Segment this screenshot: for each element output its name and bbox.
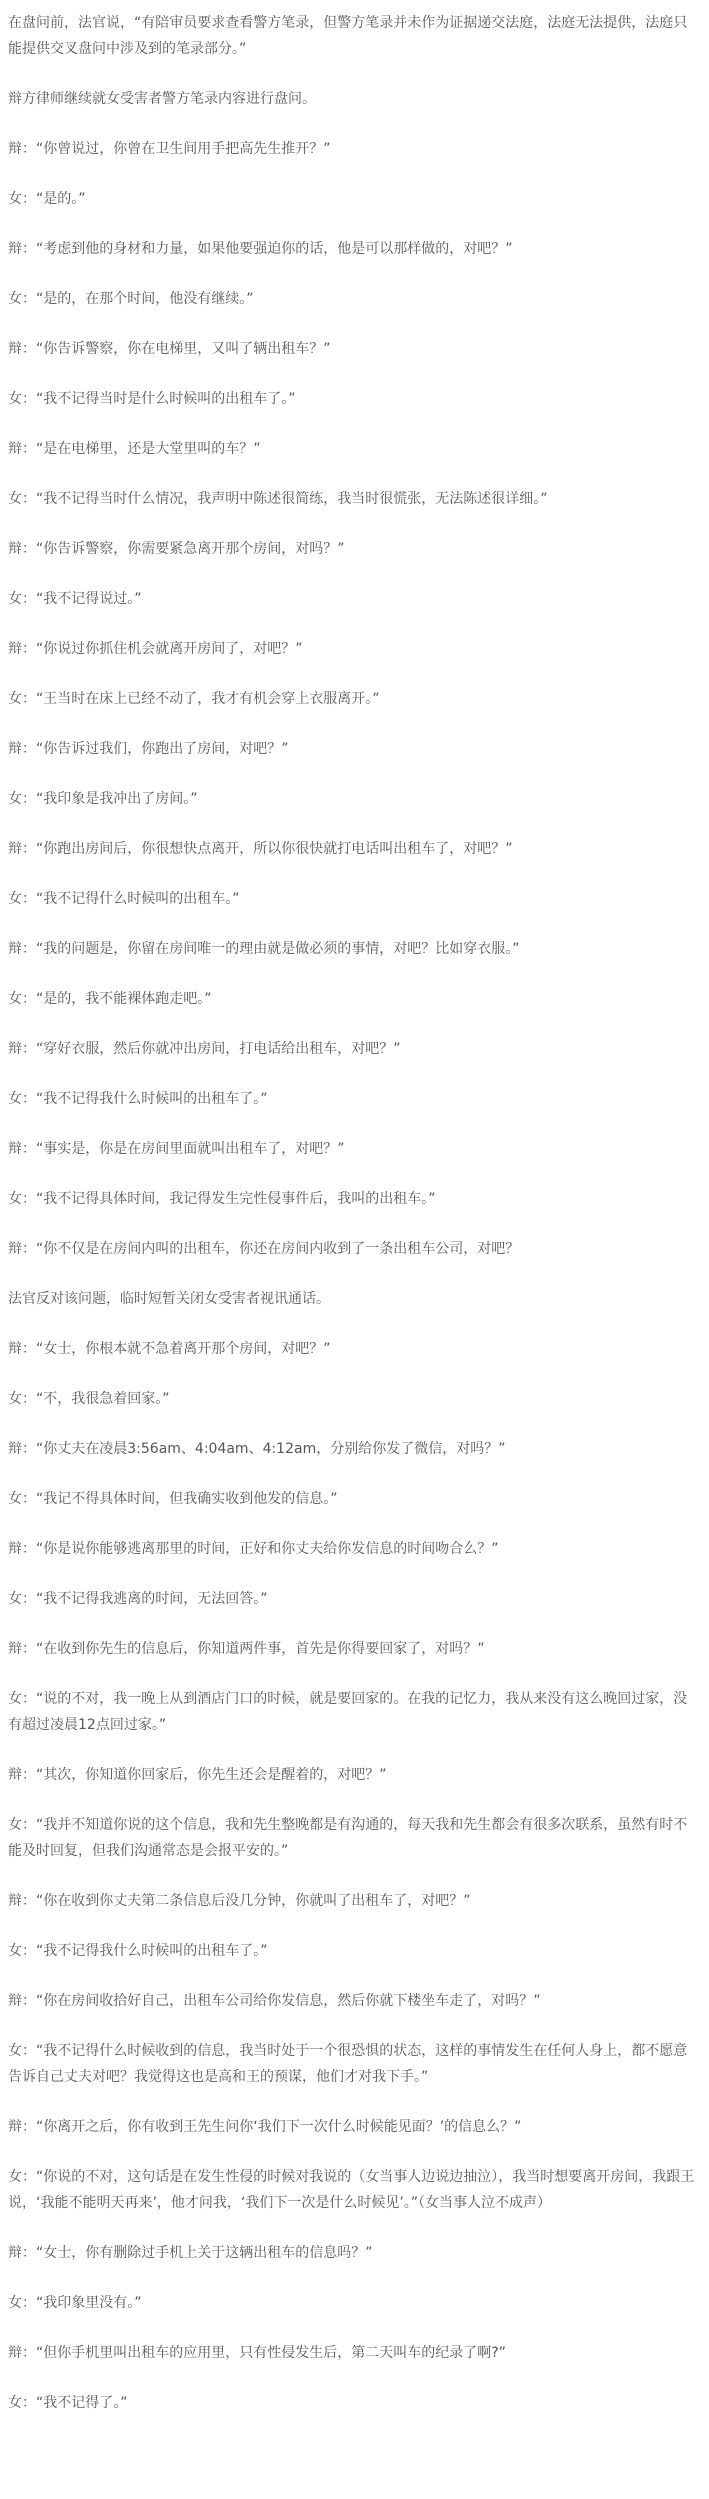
paragraph-witness: 女：“我不记得什么时候叫的出租车。” — [8, 891, 240, 907]
paragraph-defense: 辩：“你离开之后，你有收到王先生问你‘我们下一次什么时候能见面？’的信息么？” — [8, 2119, 522, 2135]
paragraph-witness: 女：“我并不知道你说的这个信息，我和先生整晚都是有沟通的，每天我和先生都会有很多次联系，虽然有时不能及时回复，但我们沟通常态是会报平安的。” — [8, 1817, 688, 1859]
paragraph-defense: 辩：“你告诉警察，你在电梯里，又叫了辆出租车？” — [8, 341, 331, 357]
paragraph-witness: 女：“不，我很急着回家。” — [8, 1391, 170, 1407]
paragraph-defense: 辩：“穿好衣服，然后你就冲出房间，打电话给出租车，对吧？” — [8, 1041, 401, 1057]
paragraph-narration: 辩方律师继续就女受害者警方笔录内容进行盘问。 — [8, 91, 316, 107]
paragraph-defense: 辩：“你跑出房间后，你很想快点离开，所以你很快就打电话叫出租车了，对吧？” — [8, 841, 513, 857]
paragraph-witness: 女：“是的，我不能裸体跑走吧。” — [8, 991, 212, 1007]
paragraph-defense: 辩：“其次，你知道你回家后，你先生还会是醒着的，对吧？” — [8, 1767, 387, 1783]
paragraph-narration: 法官反对该问题，临时短暂关闭女受害者视讯通话。 — [8, 1291, 330, 1307]
paragraph-defense: 辩：“考虑到他的身材和力量，如果他要强迫你的话，他是可以那样做的，对吧？” — [8, 241, 513, 257]
paragraph-defense: 辩：“你告诉警察，你需要紧急离开那个房间，对吗？” — [8, 541, 345, 557]
paragraph-defense: 辩：“事实是，你是在房间里面就叫出租车了，对吧？” — [8, 1141, 345, 1157]
paragraph-witness: 女：“我不记得当时是什么时候叫的出租车了。” — [8, 391, 296, 407]
paragraph-witness: 女：“我不记得我逃离的时间，无法回答。” — [8, 1591, 268, 1607]
paragraph-witness: 女：“我不记得我什么时候叫的出租车了。” — [8, 1943, 268, 1959]
paragraph-defense: 辩：“但你手机里叫出租车的应用里，只有性侵发生后，第二天叫车的纪录了啊?” — [8, 2345, 506, 2361]
paragraph-witness: 女：“是的，在那个时间，他没有继续。” — [8, 291, 254, 307]
paragraph-defense: 辩：“女士，你有删除过手机上关于这辆出租车的信息吗？” — [8, 2245, 373, 2261]
paragraph-witness: 女：“我不记得说过。” — [8, 591, 142, 607]
paragraph-witness: 女：“是的。” — [8, 191, 86, 207]
paragraph-witness: 女：“我不记得什么时候收到的信息，我当时处于一个很恐惧的状态，这样的事情发生在任何人身上，都不愿意告诉自己丈夫对吧？我觉得这也是高和王的预谋，他们才对我下手。” — [8, 2043, 688, 2085]
paragraph-defense: 辩：“你在房间收拾好自己，出租车公司给你发信息，然后你就下楼坐车走了，对吗？” — [8, 1993, 541, 2009]
paragraph-defense: 辩：“你告诉过我们，你跑出了房间，对吧？” — [8, 741, 289, 757]
paragraph-defense: 辩：“你不仅是在房间内叫的出租车，你还在房间内收到了一条出租车公司，对吧？ — [8, 1241, 520, 1257]
paragraph-witness: 女：“我不记得具体时间，我记得发生完性侵事件后，我叫的出租车。” — [8, 1191, 436, 1207]
paragraph-witness: 女：“我印象是我冲出了房间。” — [8, 791, 198, 807]
paragraph-defense: 辩：“你是说你能够逃离那里的时间，正好和你丈夫给你发信息的时间吻合么？” — [8, 1541, 499, 1557]
paragraph-witness: 女：“我不记得当时什么情况，我声明中陈述很简练，我当时很慌张，无法陈述很详细。” — [8, 491, 548, 507]
paragraph-defense: 辩：“你说过你抓住机会就离开房间了，对吧？” — [8, 641, 303, 657]
paragraph-witness: 女：“你说的不对，这句话是在发生性侵的时候对我说的（女当事人边说边抽泣），我当时想要离开房间，我跟王说，‘我能不能明天再来’，他才问我，‘我们下一次是什么时候见’。”（女当事人泣不成声） — [8, 2169, 695, 2211]
paragraph-defense: 辩：“你曾说过，你曾在卫生间用手把高先生推开？” — [8, 141, 331, 157]
paragraph-witness: 女：“王当时在床上已经不动了，我才有机会穿上衣服离开。” — [8, 691, 380, 707]
paragraph-defense: 辩：“你丈夫在凌晨3:56am、4:04am、4:12am，分别给你发了微信，对吗？” — [8, 1441, 506, 1457]
paragraph-defense: 辩：“你在收到你丈夫第二条信息后没几分钟，你就叫了出租车了，对吧？” — [8, 1893, 471, 1909]
paragraph-witness: 女：“我不记得了。” — [8, 2395, 128, 2411]
paragraph-defense: 辩：“是在电梯里，还是大堂里叫的车？” — [8, 441, 261, 457]
paragraph-defense: 辩：“在收到你先生的信息后，你知道两件事，首先是你得要回家了，对吗？” — [8, 1641, 485, 1657]
paragraph-judge-intro: 在盘问前，法官说，“有陪审员要求查看警方笔录，但警方笔录并未作为证据递交法庭，法庭无法提供，法庭只能提供交叉盘问中涉及到的笔录部分。” — [8, 15, 688, 57]
paragraph-witness: 女：“我印象里没有。” — [8, 2295, 142, 2311]
paragraph-witness: 女：“我记不得具体时间，但我确实收到他发的信息。” — [8, 1491, 338, 1507]
paragraph-witness: 女：“说的不对，我一晚上从到酒店门口的时候，就是要回家的。在我的记忆力，我从来没有这么晚回过家，没有超过凌晨12点回过家。” — [8, 1691, 688, 1733]
paragraph-witness: 女：“我不记得我什么时候叫的出租车了。” — [8, 1091, 268, 1107]
paragraph-defense: 辩：“女士，你根本就不急着离开那个房间，对吧？” — [8, 1341, 331, 1357]
paragraph-defense: 辩：“我的问题是，你留在房间唯一的理由就是做必须的事情，对吧？比如穿衣服。” — [8, 941, 520, 957]
